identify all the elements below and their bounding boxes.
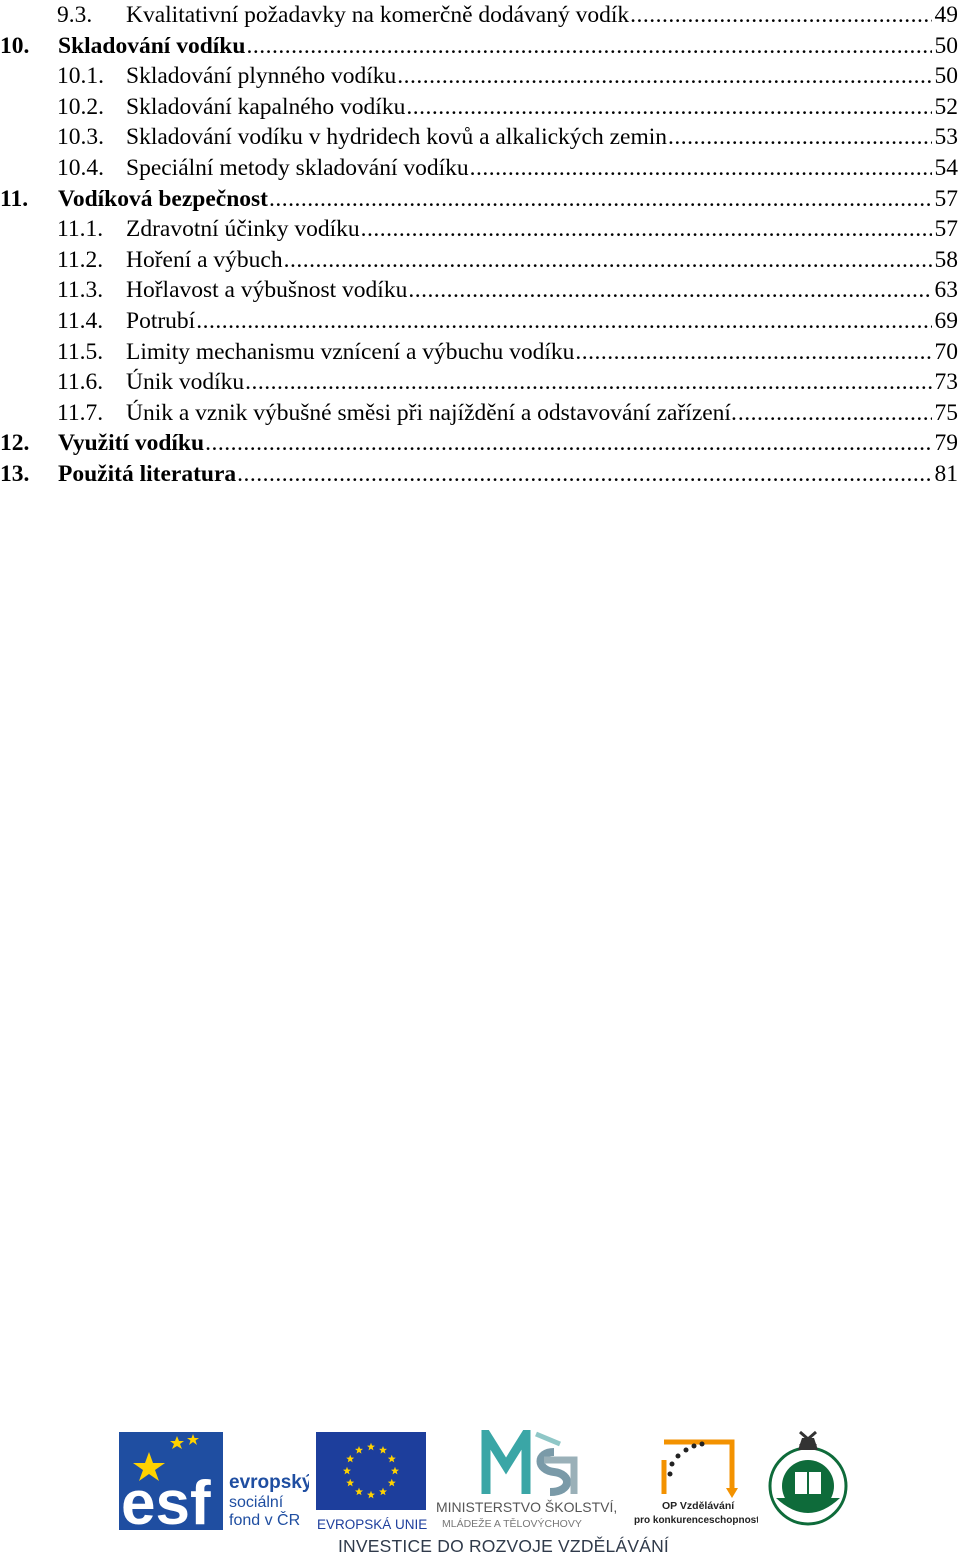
toc-entry[interactable] bbox=[0, 153, 960, 183]
eu-logo bbox=[316, 1432, 428, 1532]
toc-entry-leader bbox=[406, 92, 931, 122]
toc-entry-page: 57 bbox=[934, 216, 958, 243]
svg-text:sociální: sociální bbox=[229, 1494, 284, 1511]
toc-entry-title: Využití vodíku bbox=[58, 430, 205, 457]
toc-entry-page: 63 bbox=[934, 277, 958, 304]
toc-entry-title: Skladování kapalného vodíku bbox=[126, 93, 406, 120]
toc-entry[interactable] bbox=[0, 122, 960, 152]
toc-entry-title: Hoření a výbuch bbox=[126, 246, 283, 273]
toc-entry-number: 11. bbox=[0, 185, 29, 212]
toc-entry-number: 10.1. bbox=[57, 63, 104, 90]
toc-entry[interactable] bbox=[0, 184, 960, 214]
toc-entry-title: Skladování vodíku bbox=[58, 32, 246, 59]
toc-entry-page: 75 bbox=[934, 399, 958, 426]
toc-entry[interactable] bbox=[0, 245, 960, 275]
toc-entry-page: 81 bbox=[934, 461, 958, 487]
toc-entry-number: 10.4. bbox=[57, 155, 104, 181]
footer-logos bbox=[0, 1420, 960, 1558]
toc-entry-title: Potrubí bbox=[126, 308, 196, 334]
toc-entry[interactable] bbox=[0, 337, 960, 367]
toc-entry-number: 11.5. bbox=[57, 338, 104, 365]
toc-entry-page: 50 bbox=[934, 63, 958, 90]
op-logo bbox=[634, 1430, 758, 1530]
esf-logo-graphic bbox=[119, 1432, 309, 1530]
toc-entry-page: 70 bbox=[934, 338, 958, 365]
svg-text:fond v ČR: fond v ČR bbox=[229, 1512, 301, 1529]
toc-entry-leader bbox=[269, 184, 931, 214]
toc-entry-number: 11.4. bbox=[57, 308, 104, 334]
toc-entry-title: Vodíková bezpečnost bbox=[58, 185, 269, 212]
toc-entry-page: 69 bbox=[934, 308, 958, 334]
toc-entry-title: Únik a vznik výbušné směsi při najíždění a odstavování zařízení. bbox=[126, 399, 737, 426]
footer-slogan: INVESTICE DO ROZVOJE VZDĚLÁVÁNÍ bbox=[338, 1536, 669, 1556]
msmt-logo bbox=[436, 1430, 631, 1530]
svg-text:MINISTERSTVO ŠKOLSTVÍ,: MINISTERSTVO ŠKOLSTVÍ, bbox=[436, 1499, 618, 1515]
op-logo-graphic bbox=[634, 1430, 758, 1530]
toc-entry[interactable] bbox=[0, 306, 960, 336]
toc-entry-number: 11.6. bbox=[57, 369, 104, 396]
svg-text:evropský: evropský bbox=[229, 1472, 309, 1493]
toc-entry[interactable] bbox=[0, 367, 960, 397]
toc-entry-page: 58 bbox=[934, 246, 958, 273]
toc-entry[interactable] bbox=[0, 31, 960, 61]
toc-entry[interactable] bbox=[0, 428, 960, 458]
toc-entry-page: 49 bbox=[934, 2, 958, 28]
toc-entry-leader bbox=[205, 428, 931, 458]
toc-entry-number: 11.3. bbox=[57, 277, 104, 304]
toc-entry-leader bbox=[284, 245, 932, 275]
svg-text:pro konkurenceschopnost: pro konkurenceschopnost bbox=[634, 1515, 758, 1526]
toc-entry-number: 13. bbox=[0, 461, 30, 487]
toc-entry-leader bbox=[246, 31, 931, 61]
toc-entry-leader bbox=[630, 0, 931, 30]
eu-flag-icon bbox=[316, 1432, 428, 1532]
toc-entry-number: 11.2. bbox=[57, 246, 104, 273]
toc-entry-title: Únik vodíku bbox=[126, 369, 245, 396]
toc-entry-title: Speciální metody skladování vodíku bbox=[126, 155, 469, 181]
toc-entry-page: 57 bbox=[934, 185, 958, 212]
toc-entry-page: 52 bbox=[934, 93, 958, 120]
toc-entry-title: Skladování vodíku v hydridech kovů a alkalických zemin bbox=[126, 124, 668, 151]
toc-entry-title: Skladování plynného vodíku bbox=[126, 63, 397, 90]
toc-entry-leader bbox=[397, 61, 931, 91]
toc-entry[interactable] bbox=[0, 275, 960, 305]
toc-entry[interactable] bbox=[0, 61, 960, 91]
toc-entry-number: 12. bbox=[0, 430, 30, 457]
toc-entry-leader bbox=[738, 398, 932, 428]
toc-entry-leader bbox=[245, 367, 931, 397]
toc-entry-leader bbox=[470, 153, 932, 183]
toc-entry-title: Kvalitativní požadavky na komerčně dodávaný vodík bbox=[126, 2, 630, 28]
toc-entry-leader bbox=[237, 459, 931, 489]
toc-entry-page: 50 bbox=[934, 32, 958, 59]
svg-text:OP Vzdělávání: OP Vzdělávání bbox=[662, 1500, 735, 1512]
toc-entry[interactable] bbox=[0, 459, 960, 489]
toc-entry-page: 73 bbox=[934, 369, 958, 396]
toc-entry-title: Hořlavost a výbušnost vodíku bbox=[126, 277, 408, 304]
toc-entry-page: 53 bbox=[934, 124, 958, 151]
toc-entry[interactable] bbox=[0, 398, 960, 428]
toc-entry-leader bbox=[196, 306, 931, 336]
toc-entry-page: 54 bbox=[934, 155, 958, 181]
toc-entry-number: 11.7. bbox=[57, 399, 104, 426]
toc-entry[interactable] bbox=[0, 0, 960, 30]
svg-text:EVROPSKÁ UNIE: EVROPSKÁ UNIE bbox=[317, 1517, 428, 1532]
svg-text:MLÁDEŽE A TĚLOVÝCHOVY: MLÁDEŽE A TĚLOVÝCHOVY bbox=[442, 1518, 582, 1530]
toc-entry-number: 10. bbox=[0, 32, 30, 59]
toc-entry-number: 11.1. bbox=[57, 216, 104, 243]
svg-text:esf: esf bbox=[121, 1469, 211, 1530]
toc-entry[interactable] bbox=[0, 92, 960, 122]
toc-entry-number: 9.3. bbox=[57, 2, 93, 28]
esf-logo bbox=[119, 1432, 309, 1530]
vsb-logo bbox=[768, 1428, 848, 1532]
vsb-seal-icon bbox=[768, 1428, 848, 1532]
toc-entry-leader bbox=[408, 275, 931, 305]
toc-entry-leader bbox=[668, 122, 931, 152]
toc-entry-title: Limity mechanismu vznícení a výbuchu vodíku bbox=[126, 338, 575, 365]
toc-entry-leader bbox=[361, 214, 932, 244]
msmt-logo-graphic bbox=[436, 1430, 631, 1530]
toc-entry-number: 10.3. bbox=[57, 124, 104, 151]
toc-entry-title: Použitá literatura bbox=[58, 461, 237, 487]
toc-entry-page: 79 bbox=[934, 430, 958, 457]
toc-entry[interactable] bbox=[0, 214, 960, 244]
toc-entry-leader bbox=[575, 337, 931, 367]
toc-entry-title: Zdravotní účinky vodíku bbox=[126, 216, 360, 243]
toc-entry-number: 10.2. bbox=[57, 93, 104, 120]
